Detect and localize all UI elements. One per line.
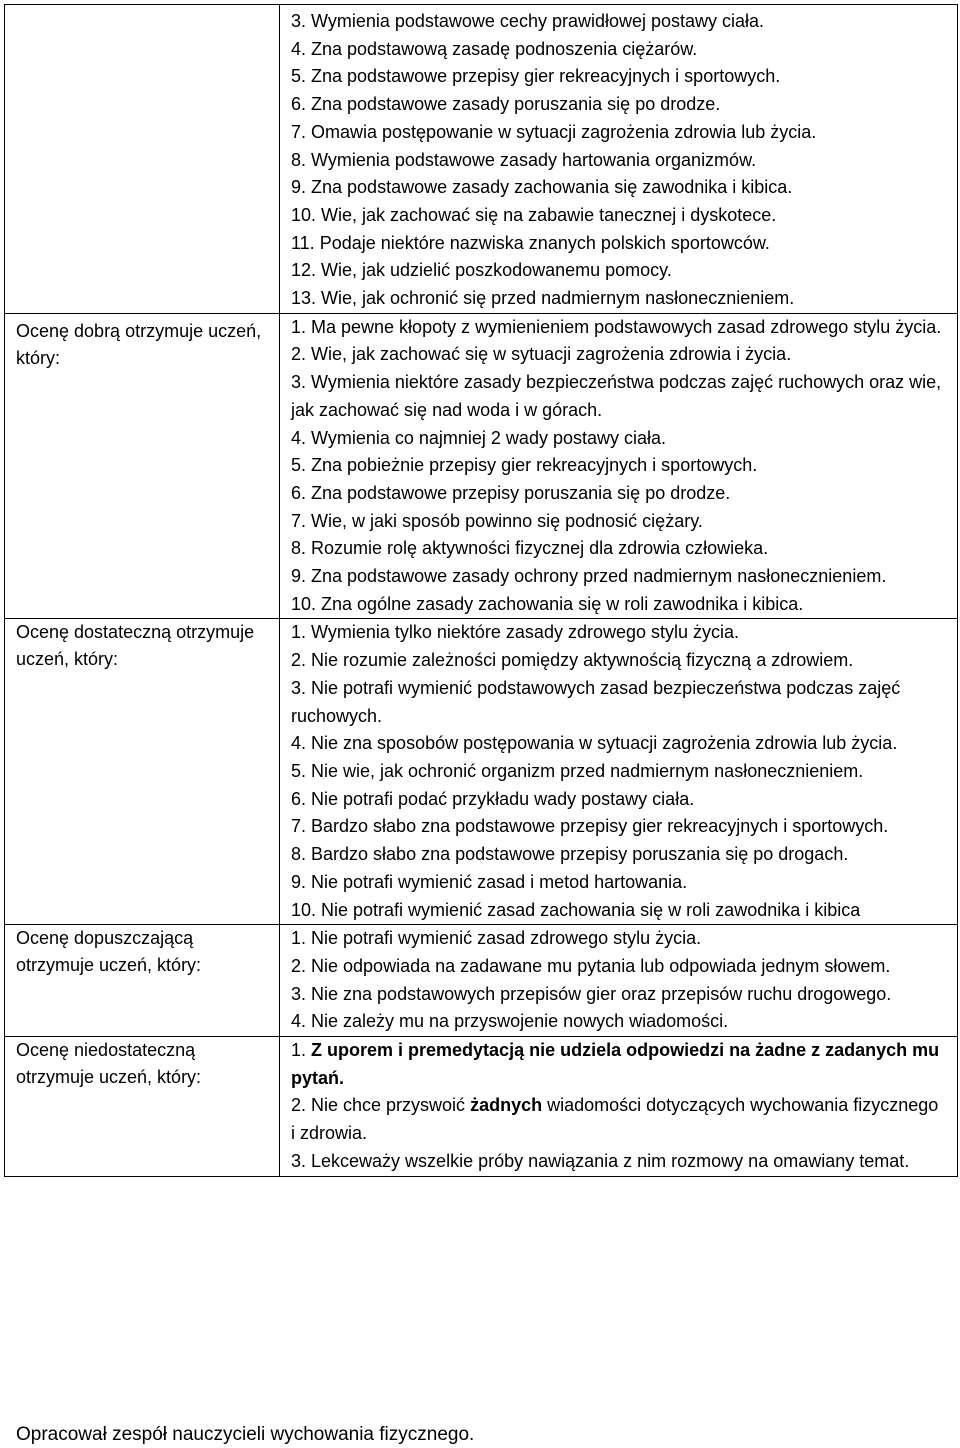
grade-label: Ocenę niedostateczną otrzymuje uczeń, który: bbox=[16, 1040, 202, 1088]
requirement-item: 5. Zna podstawowe przepisy gier rekreacyjnych i sportowych. bbox=[291, 66, 781, 87]
requirement-item: 12. Wie, jak udzielić poszkodowanemu pomocy. bbox=[291, 260, 672, 281]
grade-label-cell bbox=[5, 925, 280, 1037]
requirements-list bbox=[291, 925, 947, 1036]
requirement-item: 5. Zna pobieżnie przepisy gier rekreacyjnych i sportowych. bbox=[291, 455, 758, 476]
requirement-item: 8. Bardzo słabo zna podstawowe przepisy poruszania się po drogach. bbox=[291, 844, 849, 865]
requirement-item: 10. Zna ogólne zasady zachowania się w roli zawodnika i kibica. bbox=[291, 593, 804, 614]
table-row bbox=[5, 925, 958, 1037]
requirements-cell bbox=[280, 5, 958, 314]
requirement-item: 1. Nie potrafi wymienić zasad zdrowego stylu życia. bbox=[291, 928, 702, 949]
requirements-cell bbox=[280, 925, 958, 1037]
requirement-item: 2. Wie, jak zachować się w sytuacji zagrożenia zdrowia i życia. bbox=[291, 344, 792, 365]
footer-note: Opracował zespół nauczycieli wychowania fizycznego. bbox=[16, 1424, 475, 1445]
requirement-item: 8. Rozumie rolę aktywności fizycznej dla zdrowia człowieka. bbox=[291, 538, 769, 559]
requirement-item: 4. Nie zależy mu na przyswojenie nowych wiadomości. bbox=[291, 1011, 729, 1032]
requirement-item: 4. Wymienia co najmniej 2 wady postawy ciała. bbox=[291, 427, 667, 448]
requirement-item: 6. Zna podstawowe przepisy poruszania się po drodze. bbox=[291, 482, 731, 503]
requirements-list bbox=[291, 619, 947, 924]
grade-label-cell bbox=[5, 1037, 280, 1177]
requirement-item: 6. Nie potrafi podać przykładu wady postawy ciała. bbox=[291, 788, 695, 809]
requirement-item: 8. Wymienia podstawowe zasady hartowania organizmów. bbox=[291, 149, 757, 170]
requirements-list bbox=[291, 5, 947, 313]
requirement-item bbox=[291, 1148, 947, 1176]
table-row bbox=[5, 619, 958, 925]
grade-label: Ocenę dostateczną otrzymuje uczeń, który: bbox=[16, 622, 255, 670]
requirements-list bbox=[291, 1037, 947, 1176]
requirements-cell bbox=[280, 619, 958, 925]
grades-table bbox=[4, 4, 958, 1177]
requirement-item bbox=[291, 1092, 947, 1147]
requirement-text: 2. Nie chce przyswoić bbox=[291, 1095, 471, 1116]
requirement-emphasis: Z uporem i premedytacją nie udziela odpowiedzi na żadne z zadanych mu pytań. bbox=[291, 1040, 940, 1088]
requirement-item: 11. Podaje niektóre nazwiska znanych polskich sportowców. bbox=[291, 232, 770, 253]
requirement-item: 3. Nie potrafi wymienić podstawowych zasad bezpieczeństwa podczas zajęć ruchowych. bbox=[291, 677, 901, 726]
requirement-item: 1. Ma pewne kłopoty z wymienieniem podstawowych zasad zdrowego stylu życia. bbox=[291, 316, 942, 337]
grade-label-cell bbox=[5, 5, 280, 314]
grade-label: Ocenę dobrą otrzymuje uczeń, który: bbox=[16, 320, 262, 368]
requirement-emphasis: żadnych bbox=[470, 1095, 543, 1116]
requirement-item: 9. Zna podstawowe zasady ochrony przed nadmiernym nasłonecznieniem. bbox=[291, 566, 887, 587]
requirement-item: 7. Omawia postępowanie w sytuacji zagrożenia zdrowia lub życia. bbox=[291, 121, 817, 142]
grade-label-cell bbox=[5, 313, 280, 619]
requirement-item: 9. Zna podstawowe zasady zachowania się zawodnika i kibica. bbox=[291, 177, 793, 198]
requirement-item: 5. Nie wie, jak ochronić organizm przed nadmiernym nasłonecznieniem. bbox=[291, 760, 864, 781]
requirement-item: 3. Wymienia niektóre zasady bezpieczeństwa podczas zajęć ruchowych oraz wie, jak zachować się nad woda i w górach. bbox=[291, 372, 942, 420]
requirement-item: 4. Zna podstawową zasadę podnoszenia ciężarów. bbox=[291, 38, 698, 59]
requirement-item: 4. Nie zna sposobów postępowania w sytuacji zagrożenia zdrowia lub życia. bbox=[291, 733, 898, 754]
requirement-item: 10. Nie potrafi wymienić zasad zachowania się w roli zawodnika i kibica bbox=[291, 899, 861, 920]
requirement-item: 3. Nie zna podstawowych przepisów gier oraz przepisów ruchu drogowego. bbox=[291, 983, 892, 1004]
requirement-item: 10. Wie, jak zachować się na zabawie tanecznej i dyskotece. bbox=[291, 204, 777, 225]
table-row bbox=[5, 1037, 958, 1177]
requirement-item bbox=[291, 1037, 947, 1092]
requirement-item: 13. Wie, jak ochronić się przed nadmiernym nasłonecznieniem. bbox=[291, 288, 795, 309]
requirement-item: 1. Wymienia tylko niektóre zasady zdrowego stylu życia. bbox=[291, 622, 740, 643]
grade-label: Ocenę dopuszczającą otrzymuje uczeń, który: bbox=[16, 928, 202, 976]
requirements-list bbox=[291, 314, 947, 619]
requirement-item: 6. Zna podstawowe zasady poruszania się po drodze. bbox=[291, 94, 721, 115]
requirement-item: 3. Wymienia podstawowe cechy prawidłowej postawy ciała. bbox=[291, 11, 765, 31]
requirements-cell bbox=[280, 313, 958, 619]
table-row bbox=[5, 5, 958, 314]
requirement-item: 7. Wie, w jaki sposób powinno się podnosić ciężary. bbox=[291, 510, 703, 531]
requirement-item: 7. Bardzo słabo zna podstawowe przepisy gier rekreacyjnych i sportowych. bbox=[291, 816, 889, 837]
requirement-text: 1. bbox=[291, 1040, 312, 1061]
requirement-text: wiadomości dotyczących wychowania fizycznego i zdrowia. bbox=[291, 1095, 939, 1144]
grade-label-cell bbox=[5, 619, 280, 925]
requirement-item: 2. Nie rozumie zależności pomiędzy aktywnością fizyczną a zdrowiem. bbox=[291, 650, 854, 671]
table-row bbox=[5, 313, 958, 619]
requirement-item: 9. Nie potrafi wymienić zasad i metod hartowania. bbox=[291, 871, 688, 892]
requirement-item: 2. Nie odpowiada na zadawane mu pytania lub odpowiada jednym słowem. bbox=[291, 955, 891, 976]
requirement-text: 3. Lekceważy wszelkie próby nawiązania z nim rozmowy na omawiany temat. bbox=[291, 1150, 910, 1171]
requirements-cell bbox=[280, 1037, 958, 1177]
